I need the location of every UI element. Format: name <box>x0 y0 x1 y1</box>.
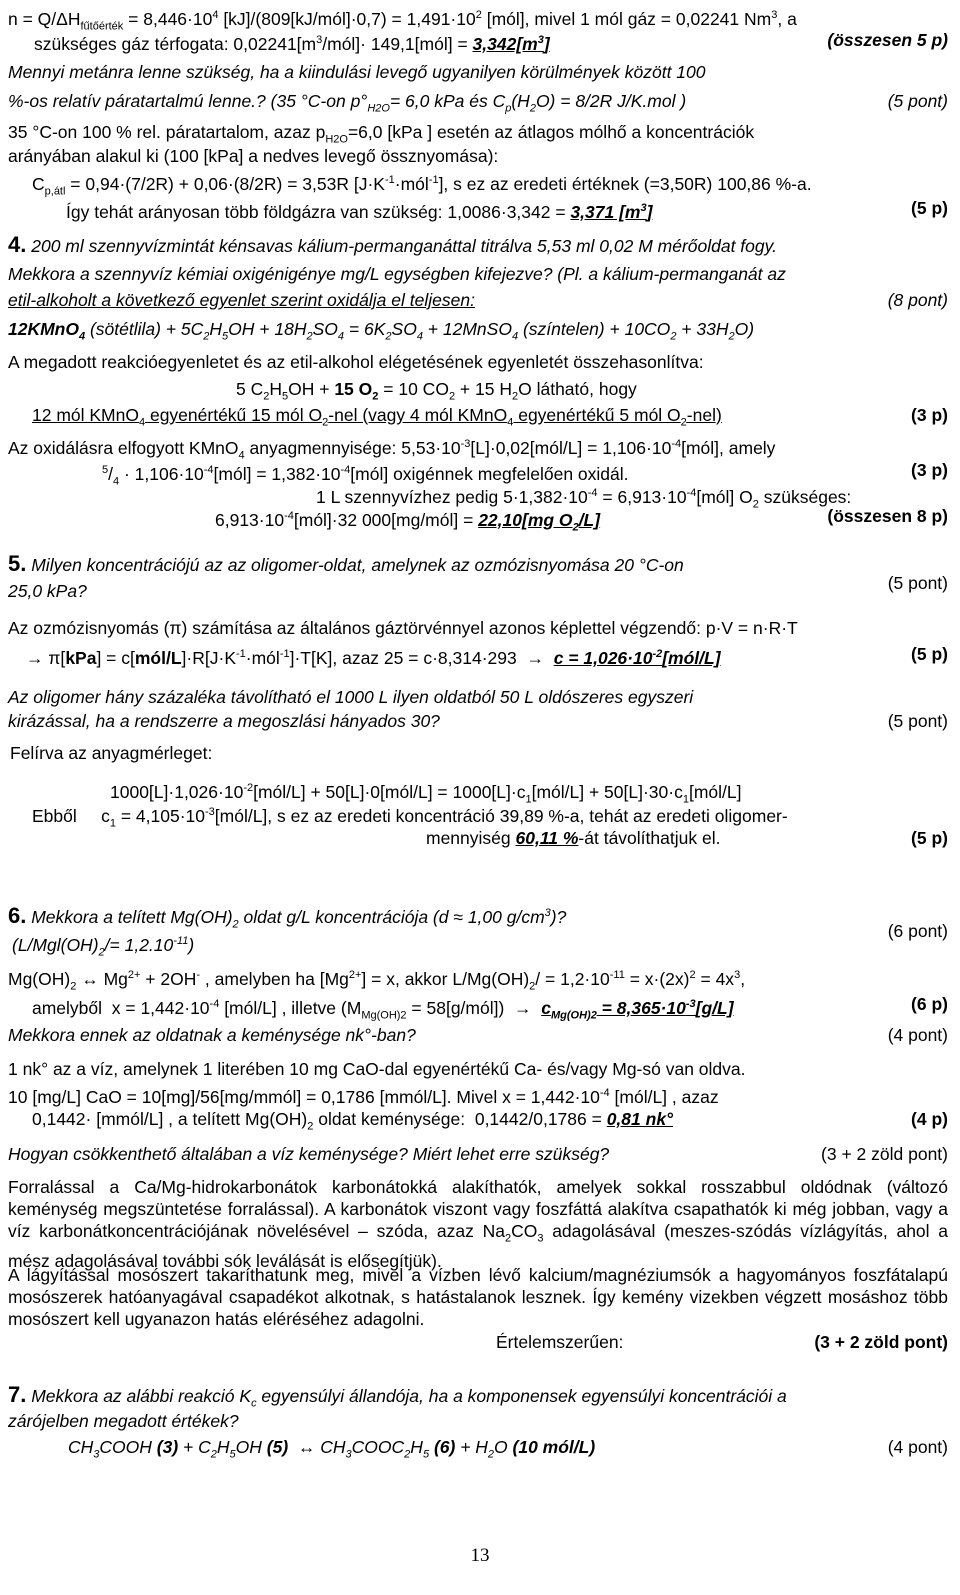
score: (3 + 2 zöld pont) <box>814 1332 948 1352</box>
paragraph-softening: Forralással a Ca/Mg-hidrokarbonátok karbonátokká alakíthatók, amelyek sokkal rosszabbul oldódnak (változó keménység megszüntetése forralással). A karbonátok viszont vagy foszfáttá alakítva csapathatók ki még jobban, vagy a víz karbonátkoncentrációjának növelésével – szóda, azaz $Na_2CO_3$ adagolásával (meszes-szódás vízlágyítás, ahol a mész adagolásával további sók leválását is elősegítjük). <box>8 1177 949 1271</box>
text-line: $^5/_4$ · $1,106\cdot 10^{-4}[mól]$ = $1,382\cdot 10^{-4}[mól]$ oxigénnek megfelelően oxidál. <box>102 463 629 488</box>
text-line: Ebből $c_1$ = $4,105\cdot 10^{-3}[mól/L]$, s ez az eredeti koncentráció 39,89 %-a, tehát az eredeti oligomer- <box>32 805 788 830</box>
score: (6 pont) <box>887 921 948 941</box>
text-line: 0,1442· [mmól/L] , a telített $Mg(OH)_2$ oldat keménysége: 0,1442/0,1786 = 0,81 nk° <box>32 1109 674 1133</box>
paragraph-detergent: A lágyítással mosószert takaríthatunk meg, mivel a vízben lévő kalcium/magnéziumsók a hagyományos foszfátalapú mosószerek hatóanyagával csapadékot alkotnak, s hatástalanok lesznek. Így kemény vizekben végzett mosáshoz több mosószert kell ugyanazon hatás eléréséhez adagolni. <box>8 1265 948 1329</box>
text-line: 12 mól KMnO$_4$ egyenértékű 15 mól $O_2$-nel (vagy 4 mól KMnO$_4$ egyenértékű 5 mól $O_2-nel$) <box>32 405 722 429</box>
score: (8 pont) <box>887 290 948 310</box>
score: (3 p) <box>911 405 948 425</box>
score: (3 + 2 zöld pont) <box>821 1144 948 1164</box>
text-line: 10 [mg/L] CaO = 10[mg]/56[mg/mmól] = 0,1786 [mmól/L]. Mivel $x = 1,442\cdot 10^{-4}$ [mól/L] , azaz <box>8 1086 719 1107</box>
text-line: Így tehát arányosan több földgázra van szükség: 1,0086·3,342 = 3,371 $[m^3]$ <box>66 201 653 222</box>
score: (6 p) <box>911 994 948 1014</box>
question-text: Az oligomer hány százaléka távolítható el 1000 L ilyen oldatból 50 L oldószeres egyszeri <box>8 687 694 707</box>
question-text: 25,0 kPa? <box>8 581 87 601</box>
text-line: Az oxidálásra elfogyott KMnO$_4$ anyagmennyisége: $5,53\cdot 10^{-3}[L]\cdot 0,02[mól/L]$ = $1,106\cdot 10^{-4}[mól]$, amely <box>8 437 776 462</box>
question-text: Mekkora ennek az oldatnak a keménysége nk°-ban? <box>8 1025 416 1045</box>
text-line: szükséges gáz térfogata: $0,02241[m^3/mól]\cdot$ 149,1[mól] = $3,342[m^3]$ <box>34 33 550 54</box>
question-title: 5. Milyen koncentrációjú az az oligomer-oldat, amelynek az ozmózisnyomása 20 °C-on <box>8 551 684 576</box>
question-text: Mennyi metánra lenne szükség, ha a kiindulási levegő ugyanilyen körülmények között 100 <box>8 62 706 82</box>
question-title: 6. Mekkora a telített $Mg(OH)_2$ oldat g/L koncentrációja (d ≈ 1,00 $g/cm^3$)? <box>8 902 567 931</box>
equation: $Mg(OH)_2$ ↔ $Mg^{2+} + 2OH^-$ , amelyben ha $[Mg^{2+}] = x$, akkor $L/Mg(OH)_2/ = 1,2\cdot 10^{-11} = x\cdot(2x)^2 = 4x^3$, <box>8 968 746 993</box>
score: (4 p) <box>911 1109 948 1129</box>
score: (5 p) <box>911 644 948 664</box>
score: (4 pont) <box>887 1025 948 1045</box>
score: (összesen 8 p) <box>827 506 948 526</box>
question-title: 4. 200 ml szennyvízmintát kénsavas kálium-permanganáttal titrálva 5,53 ml 0,02 M mérőoldat fogy. <box>8 232 777 257</box>
text-line: $C_{p,átl} = 0,94\cdot(7/2R) + 0,06\cdot(8/2R) = 3,53R$ $[J\cdot K^{-1}\cdot mól^{-1}]$, s ez az eredeti értéknek (=3,50R) 100,86 %-a. <box>32 173 812 198</box>
text-line: amelyből $x = 1,442\cdot 10^{-4}$ [mól/L] , illetve ($M_{Mg(OH)2}$ = 58[g/mól]) → $c_{Mg(OH)2} = 8,365\cdot 10^{-3}[g/L]$ <box>32 997 734 1022</box>
text-line: → $\pi[kPa] = c[mól/L]\cdot R[J\cdot K^{-1}\cdot mól^{-1}]\cdot T[K]$, azaz $25 = c\cdot 8,314\cdot 293 \to c = 1,026\cdot 10^{-2}[mól/L]$ <box>26 647 721 668</box>
text-line: Értelemszerűen: <box>496 1332 624 1352</box>
text-line: 35 °C-on 100 % rel. páratartalom, azaz $p_{H2O}=6,0$ [kPa ] esetén az átlagos mólhő a koncentrációk <box>8 122 755 146</box>
text-line: 1 nk° az a víz, amelynek 1 literében 10 mg CaO-dal egyenértékű Ca- és/vagy Mg-só van oldva. <box>8 1059 746 1079</box>
text-line: arányában alakul ki (100 [kPa] a nedves levegő össznyomása): <box>8 146 499 166</box>
text-line: mennyiség 60,11 %-át távolíthatjuk el. <box>426 828 721 848</box>
equation: 12KMnO$_4$ (sötétlila) + $5C_2H_5OH + 18H_2SO_4 = 6K_2SO_4$ + 12MnSO$_4$ (színtelen) + $10CO_2 + 33H_2O$) <box>8 319 755 343</box>
score: (4 pont) <box>887 1437 948 1457</box>
score: (5 p) <box>911 198 948 218</box>
score: (5 pont) <box>887 573 948 593</box>
question-text: $(L/Mgl(OH)_2/= 1,2.10^{-11})$ <box>12 934 195 959</box>
score: (összesen 5 p) <box>827 30 948 50</box>
equation: $1000[L]\cdot 1,026\cdot 10^{-2}[mól/L]$ + 50[L]·0[mól/L] = $1000[L]\cdot c_1[mól/L]$ + $50[L]\cdot 30\cdot c_1[mól/L]$ <box>110 781 742 806</box>
text-line: $n = Q/\Delta H_{fűtőérték} = 8,446\cdot 10^4$ [kJ]/(809[kJ/mól]·0,7) = $1,491\cdot 10^2$ [mól], mivel 1 mól gáz = 0,02241 Nm$^3$, a <box>8 8 797 33</box>
question-title: 7. Mekkora az alábbi reakció $K_c$ egyensúlyi állandója, ha a komponensek egyensúlyi koncentrációi a <box>8 1382 787 1410</box>
score: (5 pont) <box>887 91 948 111</box>
text-line: 1 L szennyvízhez pedig $5\cdot 1,382\cdot 10^{-4}$ = $6,913\cdot 10^{-4}[mól]$ $O_2$ szükséges: <box>316 486 852 511</box>
text-line: Az ozmózisnyomás (π) számítása az általános gáztörvénnyel azonos képlettel végzendő: p·V = n·R·T <box>8 618 798 638</box>
score: (3 p) <box>911 460 948 480</box>
score: (5 p) <box>911 828 948 848</box>
question-text: etil-alkoholt a következő egyenlet szerint oxidálja el teljesen: <box>8 290 475 310</box>
equation: $CH_3COOH$ $(3) + C_2H_5OH$ (5) ↔ $CH_3COOC_2H_5$ $(6) + H_2O$ (10 mól/L) <box>68 1437 596 1461</box>
text-line: Felírva az anyagmérleget: <box>10 743 213 763</box>
question-text: Mekkora a szennyvíz kémiai oxigénigénye mg/L egységben kifejezve? (Pl. a kálium-permanganát az <box>8 264 786 284</box>
equation: 5 $C_2H_5OH + 15$ $O_2 = 10$ $CO_2 + 15$ $H_2O$ látható, hogy <box>236 379 637 403</box>
question-text: Hogyan csökkenthető általában a víz keménysége? Miért lehet erre szükség? <box>8 1144 610 1164</box>
score: (5 pont) <box>887 711 948 731</box>
question-text: %-os relatív páratartalmú lenne.? (35 °C-on $p^\circ_{H2O}= 6,0$ kPa és $C_p(H_2O) = 8/2R$ J/K.mol ) <box>8 91 687 115</box>
question-text: kirázással, ha a rendszerre a megoszlási hányados 30? <box>8 711 440 731</box>
page-number: 13 <box>470 1545 490 1566</box>
text-line: $6,913\cdot 10^{-4}[mól]\cdot 32$ 000[mg/mól] = 22,10[mg $O_2/L$] <box>215 509 601 534</box>
text-line: A megadott reakcióegyenletet és az etil-alkohol elégetésének egyenletét összehasonlítva: <box>8 352 704 372</box>
question-text: zárójelben megadott értékek? <box>8 1411 239 1431</box>
